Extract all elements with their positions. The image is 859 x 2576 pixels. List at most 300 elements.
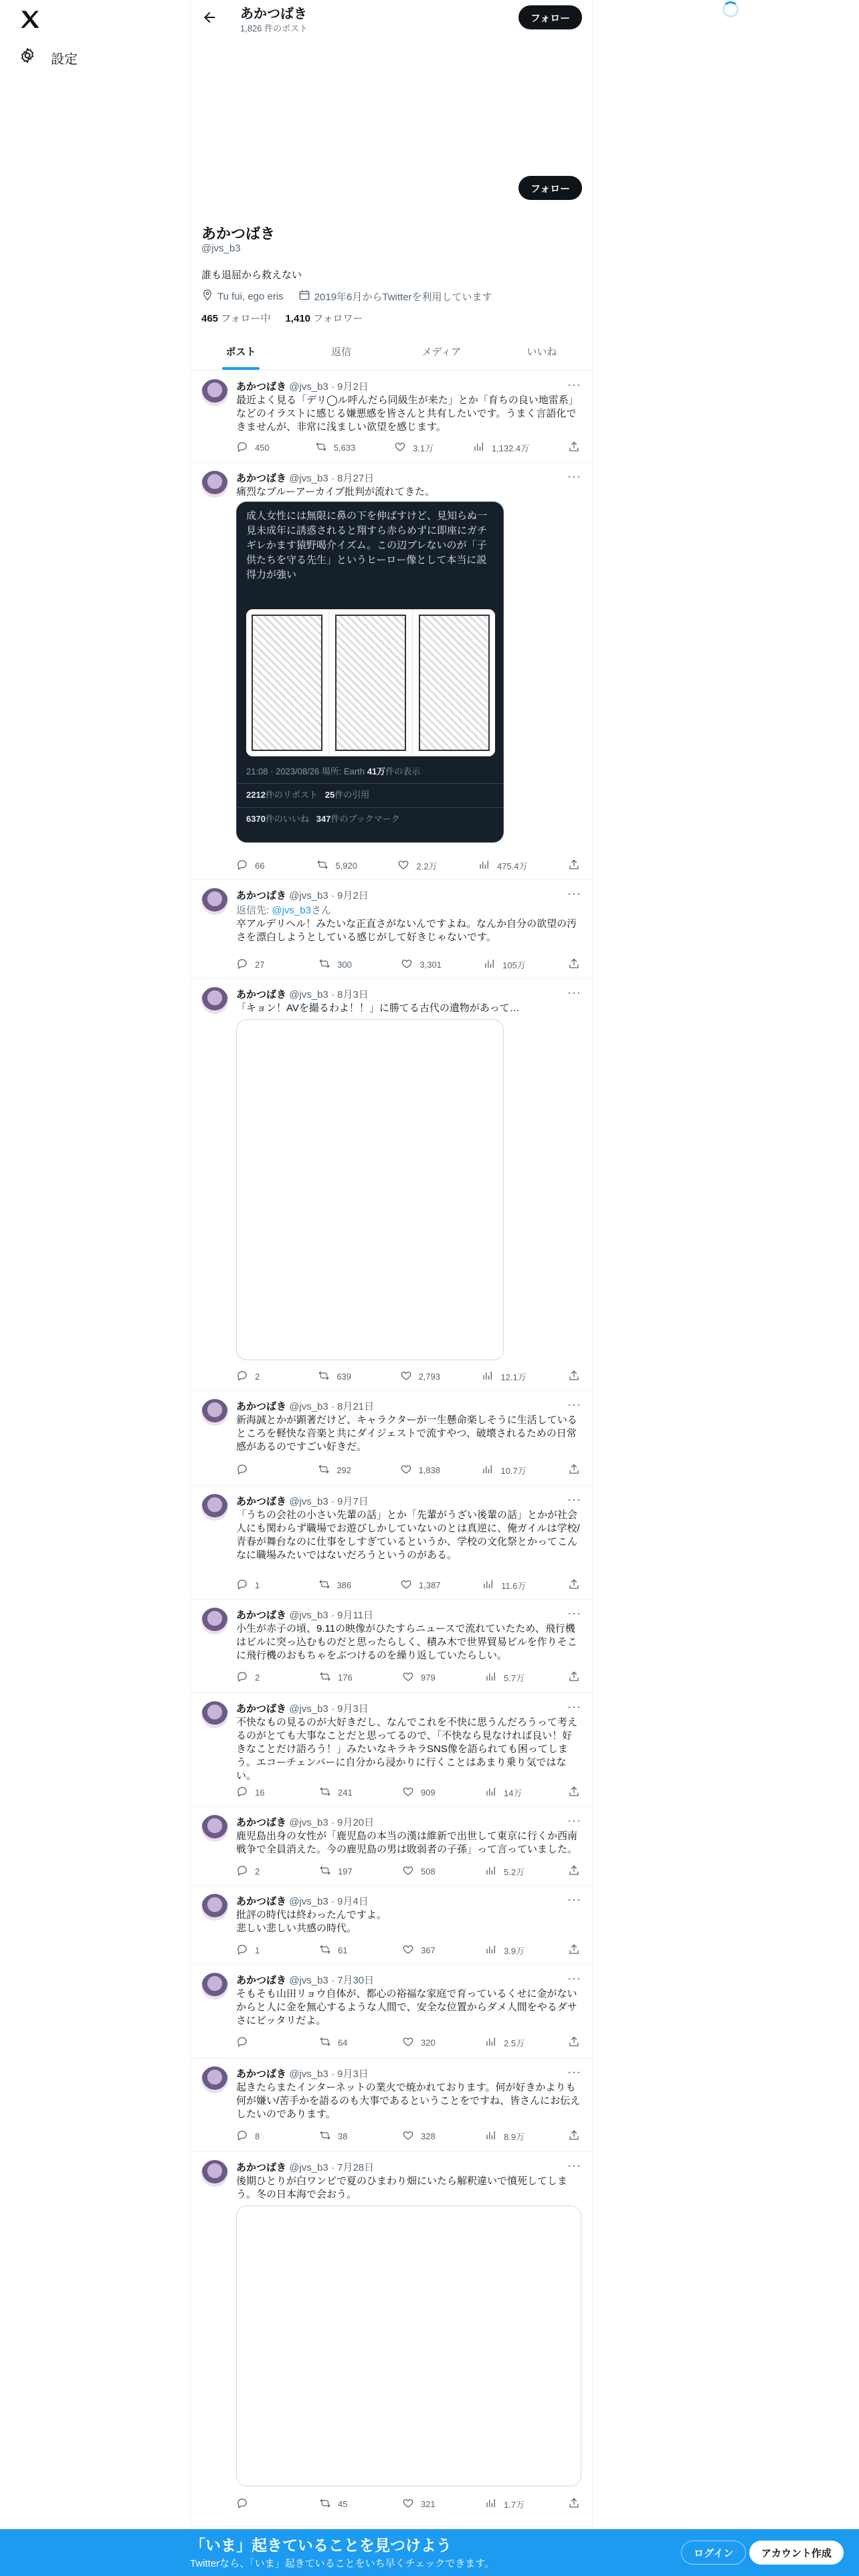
reply-button[interactable] — [236, 1370, 276, 1383]
like-button[interactable] — [401, 958, 442, 971]
tweet-actions — [236, 1370, 581, 1383]
share-icon — [568, 1463, 580, 1477]
like-button[interactable] — [402, 1671, 442, 1684]
tweet[interactable] — [191, 1486, 592, 1600]
reply-count: 2 — [255, 1672, 260, 1683]
share-button[interactable] — [568, 1671, 581, 1684]
more-options-icon[interactable]: ··· — [567, 1493, 581, 1506]
more-options-icon[interactable]: ··· — [567, 986, 581, 999]
views-button[interactable] — [485, 1864, 525, 1878]
following-link[interactable] — [201, 311, 270, 325]
view-count: 475.4万 — [496, 861, 528, 871]
avatar[interactable] — [201, 1494, 228, 1521]
nav-settings[interactable] — [19, 47, 78, 68]
embedded-quotes-num: 25 — [324, 790, 335, 800]
like-button[interactable] — [402, 1864, 442, 1878]
more-options-icon[interactable]: ··· — [567, 378, 581, 391]
tweet-author-name[interactable]: あかつばき — [236, 1703, 287, 1715]
main-column — [190, 0, 593, 2576]
reply-button[interactable] — [236, 1671, 276, 1684]
tweet-date[interactable]: 9月4日 — [337, 1896, 369, 1907]
tweet[interactable] — [191, 1965, 592, 2058]
embedded-time: 21:08 · 2023/08/26 場所: Earth — [246, 766, 365, 776]
embedded-stats-reposts — [237, 783, 504, 806]
tweet[interactable] — [191, 2152, 592, 2527]
views-button[interactable] — [473, 441, 529, 454]
avatar[interactable] — [201, 1399, 228, 1426]
views-button[interactable] — [478, 859, 528, 872]
heart-icon — [397, 859, 409, 873]
like-button[interactable] — [400, 1578, 441, 1592]
repost-icon — [319, 1864, 331, 1879]
views-chart-icon — [485, 2036, 497, 2050]
tweet-author-name[interactable]: あかつばき — [236, 381, 287, 393]
tweet-text: 「キョン！AVを撮るわよ！！」に勝てる古代の遺物があって… — [236, 1002, 520, 1014]
tweet-header: あかつばき @jvs_b3 · 8月21日 — [236, 1401, 375, 1412]
tweet[interactable] — [191, 371, 592, 463]
reply-count: 2 — [255, 1866, 260, 1876]
reply-count: 16 — [255, 1787, 265, 1798]
views-button[interactable] — [482, 1370, 526, 1383]
reply-button[interactable] — [236, 2036, 276, 2049]
loading-spinner-icon — [723, 1, 739, 17]
avatar[interactable] — [201, 1608, 228, 1634]
view-count: 8.9万 — [504, 2131, 525, 2142]
signup-button[interactable]: アカウント作成 — [749, 2541, 844, 2565]
embedded-screenshot[interactable] — [236, 502, 504, 843]
tweet-header: あかつばき @jvs_b3 · 7月30日 — [236, 1975, 375, 1986]
repost-icon — [318, 958, 330, 972]
repost-icon — [318, 1370, 330, 1384]
share-button[interactable] — [568, 2129, 581, 2143]
heart-icon — [394, 441, 406, 455]
tweet-author-name[interactable]: あかつばき — [236, 1496, 287, 1507]
share-icon — [568, 2497, 580, 2511]
tweet-author-handle[interactable]: @jvs_b3 — [289, 2068, 328, 2080]
like-count: 909 — [421, 1787, 436, 1798]
tweet-author-name[interactable]: あかつばき — [236, 1610, 287, 1621]
view-count: 10.7万 — [500, 1465, 527, 1476]
like-button[interactable] — [402, 1786, 442, 1799]
reply-icon — [236, 2497, 248, 2511]
reply-button[interactable] — [236, 1786, 276, 1799]
tweet-text: 不快なもの見るのが大好きだし、なんでこれを不快に思うんだろうって考えるのがとても大事なことだと思ってるので、「不快なら見なければ良い！好きなことだけ語ろう！」みたいなキラキラSNS像を語られても困ってしまう。エコーチェンバーに自分から浸かりに行くことはあまり乗り気ではない。 — [236, 1717, 578, 1782]
like-button[interactable] — [402, 2036, 442, 2049]
tweet-author-name[interactable]: あかつばき — [236, 2068, 287, 2080]
followers-link[interactable] — [285, 311, 363, 325]
tweet-author-handle[interactable]: @jvs_b3 — [289, 1817, 328, 1828]
tab-media[interactable]: メディア — [421, 346, 462, 358]
share-icon — [568, 1370, 580, 1384]
reply-suffix: さん — [310, 905, 331, 916]
repost-button[interactable] — [318, 1578, 359, 1592]
reply-to-link[interactable]: @jvs_b3 — [272, 905, 311, 916]
tweet-author-handle[interactable]: @jvs_b3 — [289, 1496, 328, 1507]
tweet-author-handle[interactable]: @jvs_b3 — [289, 381, 328, 393]
tweet-header: あかつばき @jvs_b3 · 7月28日 — [236, 2162, 375, 2173]
heart-icon — [402, 2497, 414, 2511]
heart-icon — [400, 1463, 412, 1477]
repost-button[interactable] — [319, 2129, 359, 2143]
tweet-date[interactable]: 9月7日 — [337, 1496, 369, 1507]
view-count: 1,132.4万 — [491, 443, 530, 453]
tweet-text: 小生が赤子の頃、9.11の映像がひたすらニュースで流れていたため、飛行機はビルに突っ込むものだと思ったらしく、積み木で世界貿易ビルを作りそこに飛行機のおもちゃをぶつけるのを繰り返していたらしい。 — [236, 1623, 577, 1661]
tweet-author-handle[interactable]: @jvs_b3 — [289, 989, 328, 1000]
reply-context — [236, 903, 331, 917]
tweet[interactable] — [191, 1886, 592, 1965]
follow-button-top[interactable]: フォロー — [518, 5, 582, 29]
location-pin-icon — [201, 289, 213, 304]
heart-icon — [401, 958, 413, 972]
tweet-media[interactable] — [236, 2206, 581, 2486]
tweet-text: 後期ひとりが白ワンピで夏のひまわり畑にいたら解釈違いで憤死してしまう。冬の日本海で会おう。 — [236, 2175, 568, 2200]
share-icon — [568, 441, 580, 455]
avatar[interactable] — [201, 379, 228, 406]
repost-count: 5,633 — [333, 442, 356, 453]
settings-label: 設定 — [51, 51, 78, 67]
share-button[interactable] — [568, 2497, 581, 2510]
tweet-date[interactable]: 9月2日 — [337, 890, 369, 901]
views-chart-icon — [484, 958, 496, 972]
header-name: あかつばき — [240, 7, 307, 21]
embedded-bookmarks-num: 347 — [316, 814, 331, 824]
reply-icon — [236, 1463, 248, 1477]
share-icon — [568, 859, 580, 873]
reply-icon — [236, 1943, 248, 1957]
tweet-media[interactable] — [236, 1019, 504, 1360]
tweet-date[interactable]: 9月11日 — [337, 1610, 374, 1621]
like-count: 3,301 — [419, 959, 442, 970]
repost-button[interactable] — [318, 1370, 358, 1383]
tweet-author-name[interactable]: あかつばき — [236, 473, 287, 484]
x-logo-icon[interactable] — [19, 8, 41, 31]
embedded-stats-likes — [237, 807, 504, 830]
tweet-text: 新海誠とかが顕著だけど、キャラクターが一生懸命楽しそうに生活しているところを軽快な音楽と共にダイジェストで流すやつ、破壊されるための日常感があるのですごい好きだ。 — [236, 1414, 577, 1453]
tweet[interactable] — [191, 880, 592, 979]
reply-count: 2 — [255, 1371, 260, 1382]
like-button[interactable] — [400, 1463, 441, 1477]
repost-button[interactable] — [318, 1463, 358, 1477]
profile-location-text: Tu fui, ego eris — [217, 290, 284, 302]
repost-button[interactable] — [319, 2036, 359, 2049]
reply-icon — [236, 958, 248, 972]
more-options-icon[interactable]: ··· — [567, 1893, 581, 1906]
repost-button[interactable] — [316, 859, 357, 872]
profile-name: あかつばき — [201, 225, 276, 242]
avatar[interactable] — [201, 1973, 228, 2000]
profile-tabs — [191, 334, 592, 370]
tweet-actions — [236, 1943, 581, 1957]
like-count: 2,793 — [418, 1371, 441, 1382]
views-button[interactable] — [484, 958, 526, 971]
tweet-header: あかつばき @jvs_b3 · 9月2日 — [236, 381, 369, 393]
profile-joined-text: 2019年6月からTwitterを利用しています — [314, 291, 492, 303]
tweet-actions — [236, 441, 581, 454]
more-options-icon[interactable]: ··· — [567, 1398, 581, 1411]
share-icon — [568, 958, 580, 972]
like-count: 1,838 — [418, 1465, 441, 1475]
tweet-author-name[interactable]: あかつばき — [236, 1817, 287, 1828]
tweet-header: あかつばき @jvs_b3 · 9月2日 — [236, 890, 369, 901]
like-button[interactable] — [397, 859, 438, 872]
tweet-date[interactable]: 9月3日 — [337, 2068, 369, 2080]
like-button[interactable] — [394, 441, 434, 454]
share-button[interactable] — [568, 1943, 581, 1957]
profile-bio: 誰も退屈から救えない — [201, 270, 302, 281]
share-button[interactable] — [568, 1786, 581, 1799]
view-count: 2.5万 — [504, 2038, 525, 2048]
profile-location — [201, 289, 284, 304]
heart-icon — [402, 1671, 414, 1685]
share-icon — [568, 1943, 580, 1957]
avatar[interactable] — [201, 987, 228, 1014]
tweet[interactable] — [191, 1807, 592, 1886]
tweet-header: あかつばき @jvs_b3 · 9月20日 — [236, 1817, 375, 1828]
tweet[interactable] — [191, 1693, 592, 1807]
reply-count: 1 — [255, 1580, 260, 1590]
profile-joined — [298, 289, 492, 304]
tweet-text: 鹿児島出身の女性が「鹿児島の本当の漢は維新で出世して東京に行くか西南戦争で全員消えた。今の鹿児島の男は敗弱者の子孫」って言っていました。 — [236, 1830, 578, 1855]
view-count: 5.7万 — [504, 1673, 525, 1683]
embedded-likes-label: 件のいいね — [265, 814, 309, 824]
avatar[interactable] — [201, 888, 228, 915]
tweet-author-name[interactable]: あかつばき — [236, 1401, 287, 1412]
repost-count: 639 — [337, 1371, 351, 1382]
tweet-author-handle[interactable]: @jvs_b3 — [289, 1401, 328, 1412]
more-options-icon[interactable]: ··· — [567, 887, 581, 900]
gear-icon — [19, 47, 36, 68]
views-chart-icon — [485, 2129, 497, 2143]
tweet-author-handle[interactable]: @jvs_b3 — [289, 1703, 328, 1715]
avatar[interactable] — [201, 2160, 228, 2187]
like-count: 2.2万 — [416, 861, 438, 871]
share-icon — [568, 1671, 580, 1685]
like-count: 328 — [421, 2131, 436, 2141]
views-button[interactable] — [482, 1578, 526, 1592]
views-button[interactable] — [485, 2129, 525, 2143]
views-button[interactable] — [485, 2497, 525, 2510]
views-chart-icon — [482, 1578, 494, 1592]
tweet[interactable] — [191, 979, 592, 1391]
tweet-header: あかつばき @jvs_b3 · 9月3日 — [236, 2068, 369, 2080]
like-button[interactable] — [400, 1370, 441, 1383]
more-options-icon[interactable]: ··· — [567, 1814, 581, 1827]
reply-button[interactable] — [236, 1943, 276, 1957]
reply-icon — [236, 1578, 248, 1592]
views-chart-icon — [485, 1864, 497, 1879]
reply-count: 27 — [255, 959, 265, 970]
tweet[interactable] — [191, 2058, 592, 2152]
signup-banner — [0, 2529, 859, 2576]
like-button[interactable] — [402, 1943, 442, 1957]
embedded-quotes-label: 件の引用 — [335, 790, 370, 800]
more-options-icon[interactable]: ··· — [567, 2159, 581, 2172]
reply-button[interactable] — [236, 2129, 276, 2143]
repost-icon — [319, 1671, 331, 1685]
heart-icon — [402, 2129, 414, 2143]
tweet-date[interactable]: 8月21日 — [337, 1401, 375, 1412]
tweet-author-name[interactable]: あかつばき — [236, 1975, 287, 1986]
reply-icon — [236, 1671, 248, 1685]
tweet-date[interactable]: 9月2日 — [337, 381, 369, 393]
reply-icon — [236, 2129, 248, 2143]
tweet-date[interactable]: 8月27日 — [337, 473, 375, 484]
banner-subtitle: Twitterなら、「いま」起きていることをいち早くチェックできます。 — [190, 2558, 495, 2569]
repost-button[interactable] — [318, 958, 359, 971]
tab-replies[interactable]: 返信 — [330, 346, 351, 358]
tweet[interactable] — [191, 1600, 592, 1693]
heart-icon — [400, 1370, 412, 1384]
reply-button[interactable] — [236, 958, 276, 971]
more-options-icon[interactable]: ··· — [567, 1971, 581, 1985]
tab-likes[interactable]: いいね — [527, 346, 557, 358]
tweet-author-name[interactable]: あかつばき — [236, 1896, 287, 1907]
repost-count: 292 — [337, 1465, 351, 1475]
tweet-author-handle[interactable]: @jvs_b3 — [289, 1610, 328, 1621]
avatar[interactable] — [201, 471, 228, 498]
tweet-actions — [236, 1864, 581, 1878]
reply-button[interactable] — [236, 1463, 276, 1477]
views-chart-icon — [478, 859, 490, 873]
like-button[interactable] — [402, 2497, 442, 2510]
repost-button[interactable] — [319, 1864, 359, 1878]
reply-count: 450 — [255, 442, 270, 453]
view-count: 5.2万 — [504, 1866, 525, 1877]
tweet-actions — [236, 2036, 581, 2049]
tweet-header: あかつばき @jvs_b3 · 8月3日 — [236, 989, 369, 1000]
like-count: 1,387 — [419, 1580, 441, 1590]
tweet-author-name[interactable]: あかつばき — [236, 2162, 287, 2173]
repost-count: 64 — [338, 2037, 348, 2048]
tweet-actions — [236, 958, 581, 971]
share-icon — [568, 1786, 580, 1800]
repost-button[interactable] — [315, 441, 356, 454]
repost-count: 5,920 — [335, 860, 358, 871]
tweet-date[interactable]: 7月28日 — [337, 2162, 375, 2173]
reply-button[interactable] — [236, 2497, 276, 2510]
repost-button[interactable] — [319, 2497, 359, 2510]
reply-icon — [236, 1864, 248, 1879]
like-button[interactable] — [402, 2129, 442, 2143]
tweet-author-handle[interactable]: @jvs_b3 — [289, 473, 328, 484]
more-options-icon[interactable]: ··· — [567, 469, 581, 483]
tweet-author-name[interactable]: あかつばき — [236, 890, 287, 901]
reply-button[interactable] — [236, 1864, 276, 1878]
back-arrow-icon[interactable] — [201, 9, 217, 25]
tweet-author-handle[interactable]: @jvs_b3 — [289, 1975, 328, 1986]
views-chart-icon — [485, 1671, 497, 1685]
tweet-date[interactable]: 9月3日 — [337, 1703, 369, 1715]
manga-panel — [413, 609, 495, 756]
tweet-author-name[interactable]: あかつばき — [236, 989, 287, 1000]
avatar[interactable] — [201, 1894, 228, 1921]
reply-icon — [236, 859, 248, 873]
repost-button[interactable] — [319, 1943, 359, 1957]
share-button[interactable] — [568, 1370, 581, 1383]
repost-icon — [319, 2036, 331, 2050]
more-options-icon[interactable]: ··· — [567, 1700, 581, 1713]
reply-icon — [236, 2036, 248, 2050]
views-button[interactable] — [485, 1786, 525, 1799]
share-button[interactable] — [568, 1864, 581, 1878]
views-chart-icon — [485, 1786, 497, 1800]
share-icon — [568, 2129, 580, 2143]
followers-label: フォロワー — [313, 313, 363, 324]
calendar-icon — [298, 289, 310, 304]
like-count: 3.1万 — [413, 443, 434, 453]
tweet-date[interactable]: 8月3日 — [337, 989, 369, 1000]
embedded-reposts-label: 件のリポスト — [265, 790, 318, 800]
more-options-icon[interactable]: ··· — [567, 1606, 581, 1620]
tweet-author-handle[interactable]: @jvs_b3 — [289, 1896, 328, 1907]
repost-button[interactable] — [319, 1786, 359, 1799]
tweet[interactable] — [191, 1391, 592, 1486]
tweet-author-handle[interactable]: @jvs_b3 — [289, 890, 328, 901]
repost-icon — [318, 1463, 330, 1477]
login-button[interactable]: ログイン — [681, 2541, 746, 2565]
tweet-actions — [236, 859, 581, 872]
views-button[interactable] — [485, 1943, 525, 1957]
tweet-header: あかつばき @jvs_b3 · 9月11日 — [236, 1610, 374, 1621]
views-button[interactable] — [485, 1671, 525, 1684]
views-button[interactable] — [482, 1463, 526, 1477]
views-chart-icon — [482, 1463, 494, 1477]
view-count: 105万 — [502, 960, 526, 970]
tweet-date[interactable]: 7月30日 — [337, 1975, 375, 1986]
like-count: 508 — [421, 1866, 436, 1876]
tweet-author-handle[interactable]: @jvs_b3 — [289, 2162, 328, 2173]
reply-button[interactable] — [236, 859, 276, 872]
more-options-icon[interactable]: ··· — [567, 2065, 581, 2078]
avatar[interactable] — [201, 1701, 228, 1728]
tab-posts[interactable]: ポスト — [191, 334, 291, 370]
share-button[interactable] — [568, 441, 581, 454]
following-count: 465 — [201, 313, 219, 324]
repost-button[interactable] — [319, 1671, 359, 1684]
tweet-header: あかつばき @jvs_b3 · 8月27日 — [236, 473, 375, 484]
repost-icon — [319, 2497, 331, 2511]
profile-handle: @jvs_b3 — [201, 243, 241, 254]
share-button[interactable] — [568, 958, 581, 971]
repost-icon — [315, 441, 327, 455]
repost-count: 300 — [337, 959, 352, 970]
tweet-date[interactable]: 9月20日 — [337, 1817, 375, 1828]
view-count: 11.6万 — [501, 1580, 527, 1591]
embedded-text: 成人女性には無限に鼻の下を伸ばすけど、見知らぬ一見未成年に誘惑されると翔すら赤らめずに即座にガチギレかます猿野喝介イズム。この辺ブレないのが「子供たちを守る先生」というヒーロー像として本当に説得力が強い — [246, 510, 488, 580]
follow-button[interactable]: フォロー — [518, 176, 582, 200]
reply-button[interactable] — [236, 441, 276, 454]
like-count: 979 — [421, 1672, 436, 1683]
share-button[interactable] — [568, 859, 581, 872]
tweet[interactable] — [191, 463, 592, 880]
reply-button[interactable] — [236, 1578, 276, 1592]
repost-count: 241 — [338, 1787, 353, 1798]
views-chart-icon — [482, 1370, 494, 1384]
views-button[interactable] — [485, 2036, 525, 2049]
tweet-text: 「うちの会社の小さい先輩の話」とか「先輩がうざい後輩の話」とかが社会人にも関わらず職場でお遊びしかしていないのとは真逆に、俺ガイルは学校/青春が舞台なのに仕事をしすぎているというか、学校の文化祭とかってこんなに職場みたいではないだろうというのがある。 — [236, 1509, 580, 1561]
share-button[interactable] — [568, 1578, 581, 1592]
heart-icon — [402, 2036, 414, 2050]
avatar[interactable] — [201, 2066, 228, 2093]
avatar[interactable] — [201, 1815, 228, 1842]
reply-icon — [236, 441, 248, 455]
top-bar — [191, 0, 592, 35]
share-icon — [568, 1578, 580, 1592]
banner-title: 「いま」起きていることを見つけよう — [190, 2537, 452, 2554]
share-button[interactable] — [568, 1463, 581, 1477]
share-button[interactable] — [568, 2036, 581, 2049]
profile-follow-stats — [201, 311, 363, 325]
